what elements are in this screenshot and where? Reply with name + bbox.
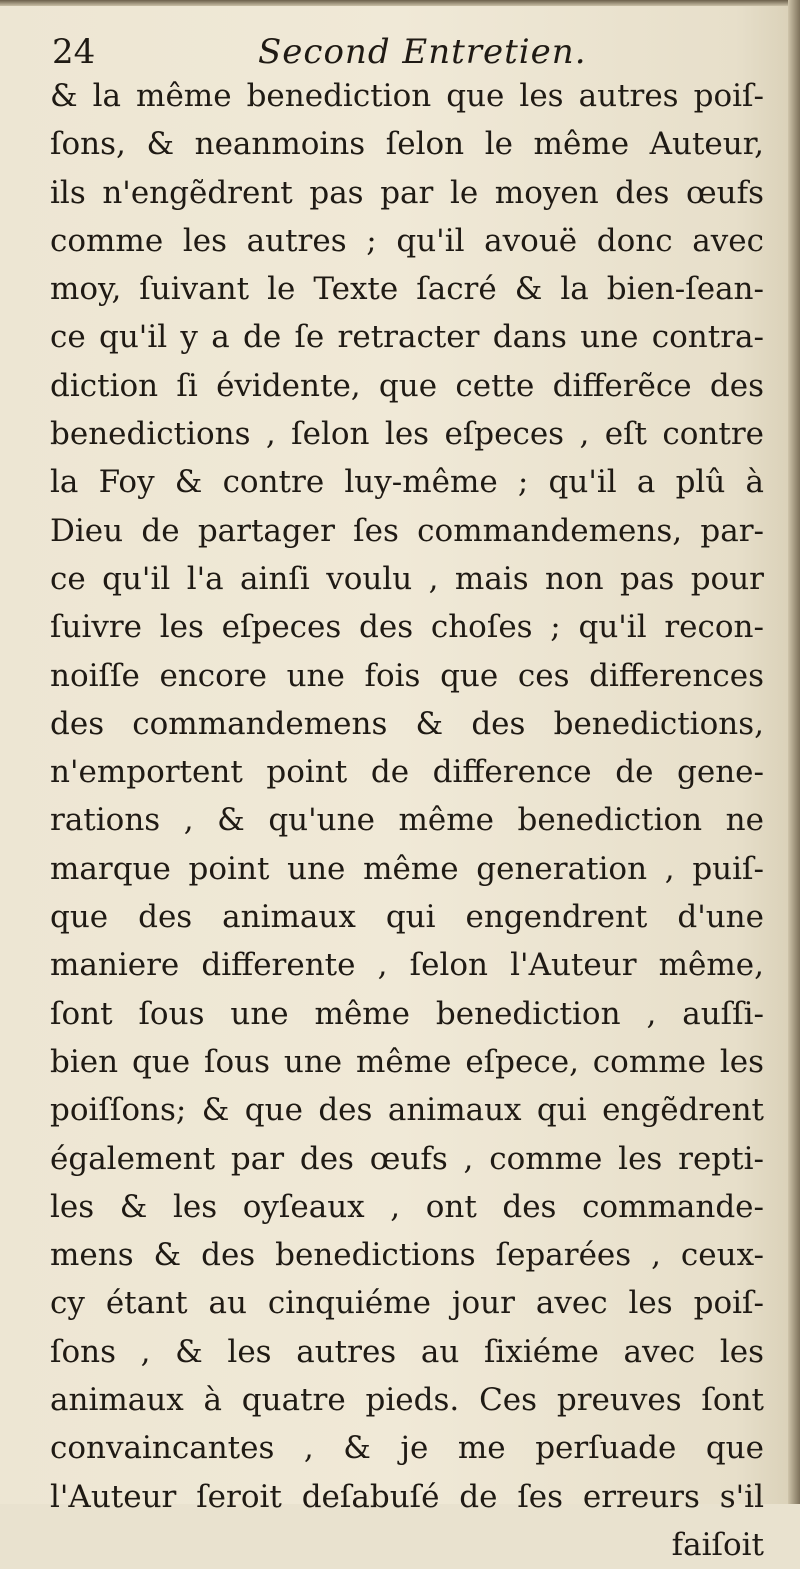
text-line: l'Auteur ſeroit deſabuſé de ſes erreurs s'il	[50, 1478, 764, 1515]
text-line: Dieu de partager ſes commandemens, par-	[50, 512, 764, 549]
text-line: convaincantes , & je me perſuade que	[50, 1430, 764, 1467]
text-line: moy, ſuivant le Texte ſacré & la bien-ſean-	[50, 271, 764, 308]
text-line: diction ſi évidente, que cette differẽce des	[50, 367, 764, 404]
text-line: la Foy & contre luy-même ; qu'il a plû à	[50, 464, 764, 501]
text-line: ce qu'il y a de ſe retracter dans une contra-	[50, 319, 764, 356]
page-gutter-shadow	[788, 0, 800, 1504]
text-line: ce qu'il l'a ainſi voulu , mais non pas pour	[50, 560, 764, 597]
text-line: maniere differente , ſelon l'Auteur même,	[50, 947, 764, 984]
running-head	[48, 28, 748, 78]
body-text	[50, 72, 764, 1569]
text-line: ſons, & neanmoins ſelon le même Auteur,	[50, 126, 764, 163]
text-line: animaux à quatre pieds. Ces preuves ſont	[50, 1382, 764, 1419]
text-line: poiſſons; & que des animaux qui engẽdrent	[50, 1092, 764, 1129]
text-line: benedictions , ſelon les eſpeces , eſt contre	[50, 416, 764, 453]
text-line: les & les oyſeaux , ont des commande-	[50, 1188, 764, 1225]
text-line: également par des œufs , comme les repti-	[50, 1140, 764, 1177]
page-top-edge	[0, 0, 800, 6]
text-line: que des animaux qui engendrent d'une	[50, 899, 764, 936]
text-line: ſont ſous une même benediction , auſſi-	[50, 995, 764, 1032]
text-line: des commandemens & des benedictions,	[50, 705, 764, 742]
catchword: faiſoit	[671, 1526, 764, 1563]
text-line: ſuivre les eſpeces des choſes ; qu'il recon-	[50, 609, 764, 646]
text-line: & la même benediction que les autres poiſ-	[50, 78, 764, 114]
text-line: bien que ſous une même eſpece, comme les	[50, 1043, 764, 1080]
text-line: cy étant au cinquiéme jour avec les poiſ-	[50, 1285, 764, 1322]
running-title: Second Entretien.	[258, 32, 587, 72]
text-line: mens & des benedictions ſeparées , ceux-	[50, 1237, 764, 1274]
text-line: ſons , & les autres au ſixiéme avec les	[50, 1333, 764, 1370]
text-line: ils n'engẽdrent pas par le moyen des œufs	[50, 174, 764, 211]
page-number: 24	[52, 32, 96, 72]
text-line: noiſſe encore une fois que ces differences	[50, 657, 764, 694]
text-line: n'emportent point de difference de gene-	[50, 754, 764, 791]
text-line: comme les autres ; qu'il avouë donc avec	[50, 222, 764, 259]
text-line: rations , & qu'une même benediction ne	[50, 802, 764, 839]
text-line: marque point une même generation , puiſ-	[50, 850, 764, 887]
